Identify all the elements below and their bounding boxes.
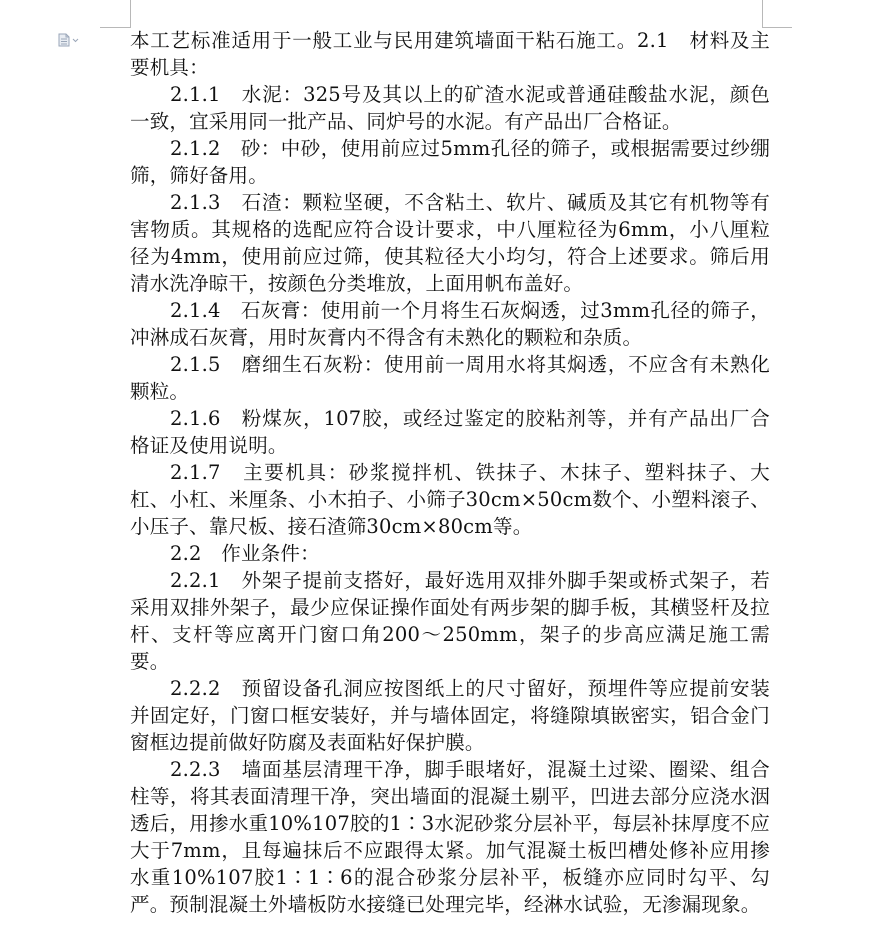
paragraph-2-2-2: 2.2.2 预留设备孔洞应按图纸上的尺寸留好，预埋件等应提前安装并固定好，门窗口框安装好，并与墙体固定，将缝隙填嵌密实，铝合金门窗框边提前做好防腐及表面粘好保护膜。 [130, 677, 770, 754]
heading-2-2: 2.2 作业条件： [170, 542, 320, 565]
paragraph-options-button[interactable] [58, 33, 86, 47]
crop-mark-top-left-horizontal [100, 27, 131, 28]
paragraph-2-1-2: 2.1.2 砂：中砂，使用前应过5mm孔径的筛子，或根据需要过纱绷筛，筛好备用。 [130, 137, 770, 187]
paragraph-intro: 本工艺标准适用于一般工业与民用建筑墙面干粘石施工。2.1 材料及主要机具： [130, 29, 770, 79]
paragraph-2-1-3: 2.1.3 石渣：颗粒坚硬，不含粘土、软片、碱质及其它有机物等有害物质。其规格的选配应符合设计要求，中八厘粒径为6mm，小八厘粒径为4mm，使用前应过筛，使其粒径大小均匀，符合上述要求。筛后用清水洗净晾干，按颜色分类堆放，上面用帆布盖好。 [130, 191, 770, 295]
crop-mark-top-right-vertical [762, 0, 763, 28]
document-body[interactable] [130, 27, 770, 918]
crop-mark-top-left-vertical [130, 0, 131, 28]
paragraph-2-1-1: 2.1.1 水泥：325号及其以上的矿渣水泥或普通硅酸盐水泥，颜色一致，宜采用同一批产品、同炉号的水泥。有产品出厂合格证。 [130, 83, 770, 133]
chevron-down-icon [72, 38, 79, 43]
paragraph-2-1-7: 2.1.7 主要机具：砂浆搅拌机、铁抹子、木抹子、塑料抹子、大杠、小杠、米厘条、小木拍子、小筛子30cm×50cm数个、小塑料滚子、小压子、靠尺板、接石渣筛30cm×80cm等。 [130, 461, 770, 538]
paragraph-2-1-5: 2.1.5 磨细生石灰粉：使用前一周用水将其焖透，不应含有未熟化颗粒。 [130, 353, 770, 403]
paragraph-2-1-4: 2.1.4 石灰膏：使用前一个月将生石灰焖透，过3mm孔径的筛子，冲淋成石灰膏，用时灰膏内不得含有未熟化的颗粒和杂质。 [130, 299, 770, 349]
paragraph-2-2-3: 2.2.3 墙面基层清理干净，脚手眼堵好，混凝土过梁、圈梁、组合柱等，将其表面清理干净，突出墙面的混凝土剔平，凹进去部分应浇水洇透后，用掺水重10%107胶的1∶3水泥砂浆分层补平，每层补抹厚度不应大于7mm，且每遍抹后不应跟得太紧。加气混凝土板凹槽处修补应用掺水重10%107胶1∶1∶6的混合砂浆分层补平，板缝亦应同时勾平、勾严。预制混凝土外墙板防水接缝已处理完毕，经淋水试验，无渗漏现象。 [130, 758, 770, 916]
document-options-icon [58, 33, 70, 47]
paragraph-2-2-1: 2.2.1 外架子提前支搭好，最好选用双排外脚手架或桥式架子，若采用双排外架子，最少应保证操作面处有两步架的脚手板，其横竖杆及拉杆、支杆等应离开门窗口角200～250mm，架子的步高应满足施工需要。 [130, 569, 770, 673]
paragraph-2-1-6: 2.1.6 粉煤灰，107胶，或经过鉴定的胶粘剂等，并有产品出厂合格证及使用说明。 [130, 407, 770, 457]
